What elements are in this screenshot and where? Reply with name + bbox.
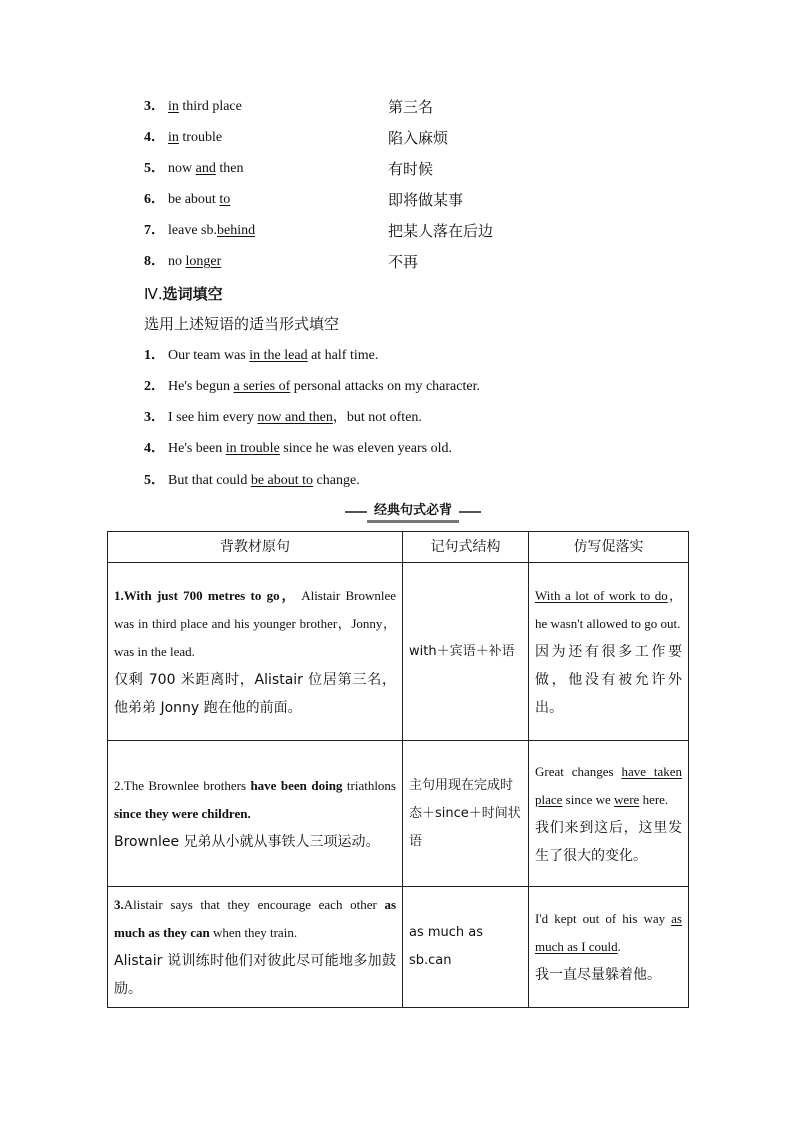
header-imitation: 仿写促落实 xyxy=(529,532,689,563)
banner-rule xyxy=(459,511,481,513)
table-row xyxy=(108,741,689,887)
section-heading: Ⅳ.选词填空 xyxy=(144,285,223,303)
phrase-item: 5． now and then xyxy=(144,161,244,176)
imitation-sentence: With a lot of work to do，he wasn't allowed to go out. 因为还有很多工作要做，他没有被允许外出。 xyxy=(529,563,689,741)
table-row xyxy=(108,563,689,741)
sentence-table xyxy=(107,531,689,1008)
phrase-item: 8． no longer xyxy=(144,254,222,269)
phrase-item: 3． in third place xyxy=(144,99,242,114)
imitation-sentence: I'd kept out of his way as much as I could. 我一直尽量躲着他。 xyxy=(529,887,689,1008)
banner-label: 经典句式必背 xyxy=(367,502,459,523)
original-sentence: 1.With just 700 metres to go， Alistair Brownlee was in third place and his younger brother，Jonny，was in the lead. 仅剩 700 米距离时，Alistair 位居第三名，他弟弟 Jonny 跑在他的前面。 xyxy=(108,563,403,741)
table-row xyxy=(108,887,689,1008)
phrase-item: 7． leave sb.behind xyxy=(144,223,256,238)
phrase-translation: 第三名 xyxy=(388,98,434,116)
section-banner xyxy=(345,502,481,522)
fill-sentence: 2． He's begun a series of personal attacks on my character. xyxy=(144,379,480,394)
phrase-translation: 把某人落在后边 xyxy=(388,222,494,240)
sentence-structure: with＋宾语＋补语 xyxy=(403,563,529,741)
phrase-translation: 不再 xyxy=(388,253,419,271)
imitation-sentence: Great changes have taken place since we were here. 我们来到这后，这里发生了很大的变化。 xyxy=(529,741,689,887)
header-original: 背教材原句 xyxy=(108,532,403,563)
sentence-structure: as much as sb.can xyxy=(403,887,529,1008)
phrase-item: 4． in trouble xyxy=(144,130,223,145)
section-instruction: 选用上述短语的适当形式填空 xyxy=(144,315,340,333)
fill-sentence: 1． Our team was in the lead at half time. xyxy=(144,348,379,363)
phrase-translation: 陷入麻烦 xyxy=(388,129,449,147)
phrase-translation: 即将做某事 xyxy=(388,191,464,209)
phrase-translation: 有时候 xyxy=(388,160,434,178)
original-sentence: 3.Alistair says that they encourage each other as much as they can when they train. Alistair 说训练时他们对彼此尽可能地多加鼓励。 xyxy=(108,887,403,1008)
banner-rule xyxy=(345,511,367,513)
phrase-item: 6． be about to xyxy=(144,192,231,207)
header-structure: 记句式结构 xyxy=(403,532,529,563)
fill-sentence: 5． But that could be about to change. xyxy=(144,473,360,488)
sentence-structure: 主句用现在完成时态＋since＋时间状语 xyxy=(403,741,529,887)
table-header-row xyxy=(108,532,689,563)
fill-sentence: 4． He's been in trouble since he was eleven years old. xyxy=(144,441,452,456)
original-sentence: 2.The Brownlee brothers have been doing triathlons since they were children. Brownlee 兄弟从小就从事铁人三项运动。 xyxy=(108,741,403,887)
fill-sentence: 3． I see him every now and then，but not often. xyxy=(144,410,422,425)
